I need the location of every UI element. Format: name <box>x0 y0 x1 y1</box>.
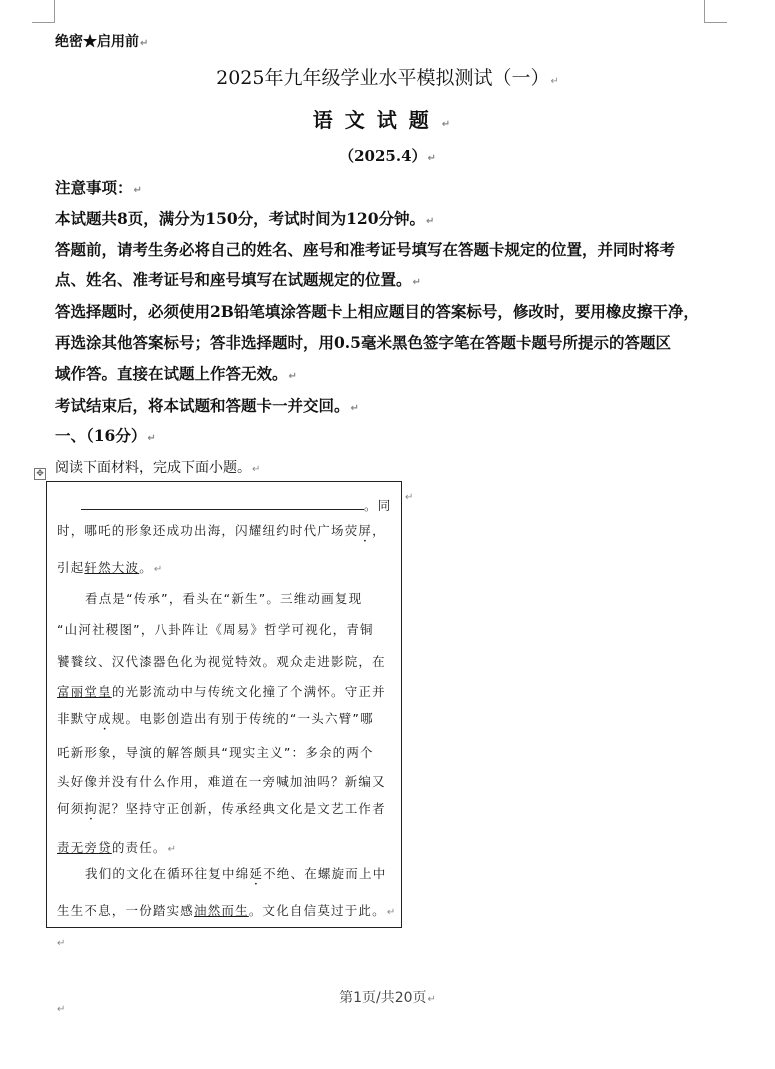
exam-date: （2025.4）↵ <box>339 147 436 165</box>
notice-item: 考试结束后，将本试题和答题卡一并交回。↵ <box>55 396 359 415</box>
passage-line: 非默守成规。电影创造出有别于传统的“一头六臂”哪 <box>57 711 374 726</box>
passage-line: 看点是“传承”，看头在“新生”。三维动画复现 <box>85 591 363 606</box>
passage-line: 时，哪吒的形象还成功出海，闪耀纽约时代广场荧屏， <box>57 523 386 538</box>
reading-instruction: 阅读下面材料，完成下面小题。↵ <box>55 460 261 476</box>
exam-title: 2025年九年级学业水平模拟测试（一）↵ <box>216 67 559 89</box>
notice-item-cont: 域作答。直接在试题上作答无效。↵ <box>55 364 297 383</box>
page-footer: 第1页/共20页↵ <box>339 990 436 1006</box>
passage-line: 。同 <box>57 496 391 514</box>
notice-item: 答题前，请考生务必将自己的姓名、座号和准考证号填写在答题卡规定的位置，并同时将考 <box>55 240 676 259</box>
passage-line: 富丽堂皇的光影流动中与传统文化撞了个满怀。守正并 <box>57 684 386 699</box>
notice-item: 本试题共8页，满分为150分，考试时间为120分钟。↵ <box>55 209 435 228</box>
passage-line: 责无旁贷的责任。↵ <box>57 840 178 855</box>
section-heading: 一、（16分）↵ <box>55 426 156 445</box>
notice-item-cont: 点、姓名、准考证号和座号填写在试题规定的位置。↵ <box>55 270 421 289</box>
page-corner-top-left <box>32 0 55 23</box>
passage-line: 生生不息，一份踏实感油然而生。文化自信莫过于此。↵ <box>57 903 397 918</box>
page-corner-top-right <box>704 0 727 23</box>
passage-line: 何须拘泥？坚持守正创新，传承经典文化是文艺工作者 <box>57 801 386 816</box>
cell-end-mark: ↵ <box>405 492 414 503</box>
passage-line: “山河社稷图”，八卦阵让《周易》哲学可视化，青铜 <box>57 622 374 637</box>
notice-item: 答选择题时，必须使用2B铅笔填涂答题卡上相应题目的答案标号，修改时，要用橡皮擦干净， <box>55 302 699 321</box>
subject-title: 语文试题↵ <box>312 108 463 132</box>
paragraph-mark: ↵ <box>57 1004 66 1015</box>
passage-line: 引起轩然大波。↵ <box>57 560 164 575</box>
table-move-handle-icon[interactable]: ✥ <box>34 468 46 480</box>
confidential-label: 绝密★启用前↵ <box>55 34 149 50</box>
passage-box <box>46 481 402 928</box>
passage-line: 饕餮纹、汉代漆器色化为视觉特效。观众走进影院，在 <box>57 654 386 669</box>
passage-line: 我们的文化在循环往复中绵延不绝、在螺旋而上中 <box>85 866 387 881</box>
notice-item-cont: 再选涂其他答案标号；答非选择题时，用0.5毫米黑色签字笔在答题卡题号所提示的答题区 <box>55 333 671 352</box>
paragraph-mark: ↵ <box>57 938 66 949</box>
fill-blank <box>81 497 364 510</box>
passage-line: 头好像并没有什么作用，难道在一旁喊加油吗？新编又 <box>57 774 386 789</box>
passage-line: 吒新形象，导演的解答颇具“现实主义”：多余的两个 <box>57 745 374 760</box>
notice-heading: 注意事项：↵ <box>55 178 142 197</box>
